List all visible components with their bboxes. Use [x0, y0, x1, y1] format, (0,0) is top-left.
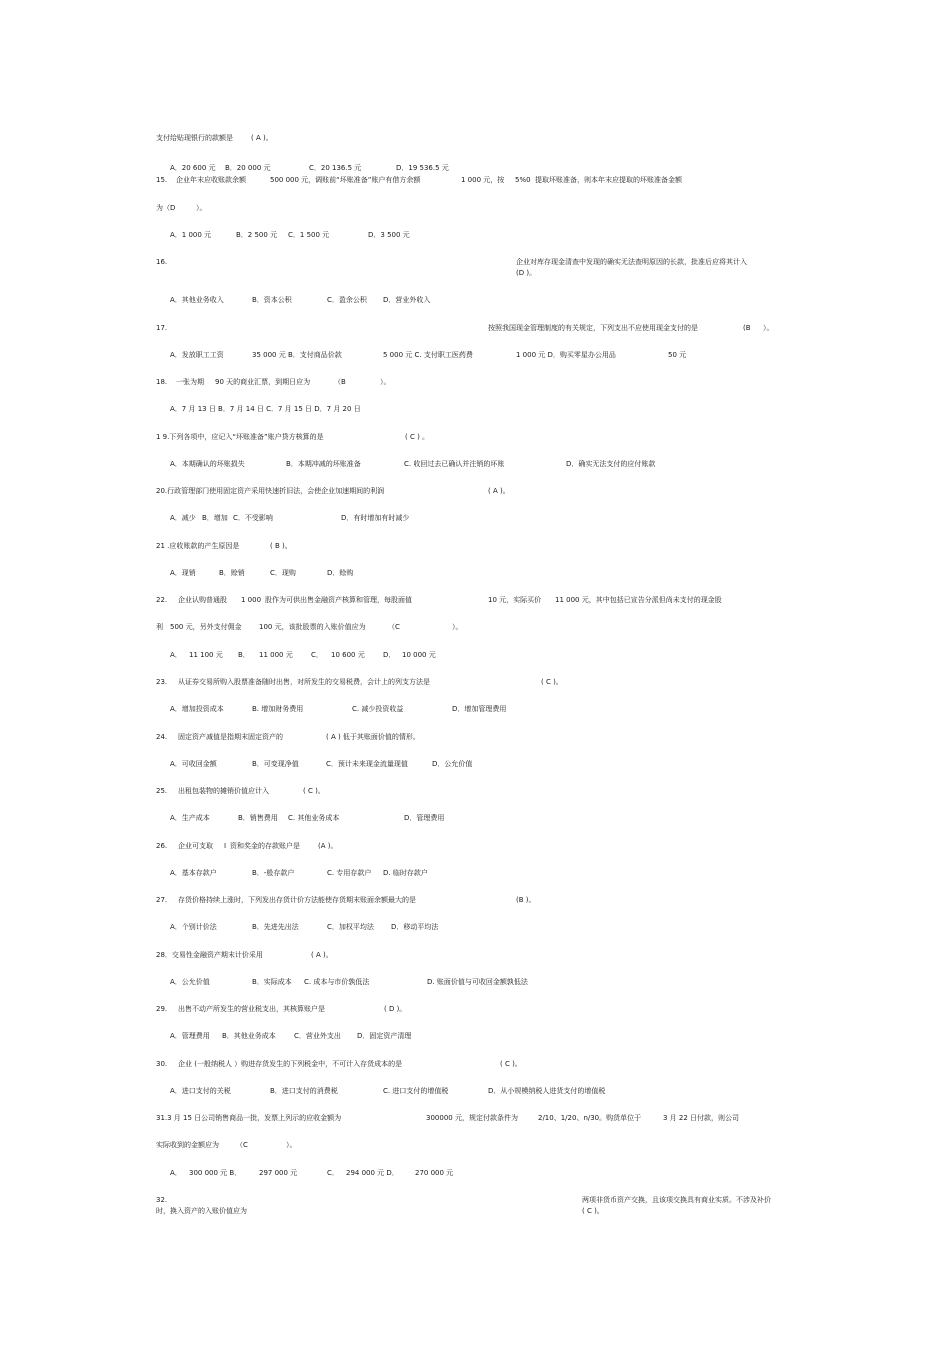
document-page: 支付给贴现银行的款额是 ( A )。 A．20 600 元 B．20 000 元 C．20 136.5 元 D．19 536.5 元 15. 企业年末应收账款余额 500 000 元，调账前“坏账准备”账户有借方余额 1 000 元，按 5%0 提取坏账准备，则本年末应提取的坏账准备金额 为（D ）。 A．1 000 元 B．2 500 元 C．1 500 元 D．3 500 元 16. 企业对库存现金清查中发现的确实无法查明原因的长款，批准后应将其计入 (D )。 A．其他业务收入 B．资本公积 C．盈余公积 D．营业外收入 17. 按照我国现金管理制度的有关规定，下列支出不应使用现金支付的是 (B ）。 A．发放职工工资 35 000 元 B．支付商品价款 5 000 元 C. 支付职工医药费 1 000 元 D．购买零星办公用品 50 元 18. 一张为期 90 天的商业汇票，到期日应为 （B ）。 A．7 月 13 日 B．7 月 14 日 C．7 月 15 日 D．7 月 20 日 1 9.下列各项中，应记入“坏账准备”账户贷方核算的是 ( C ) 。 A．本期确认的坏账损失 B．本期冲减的坏账准备 C. 收回过去已确认并注销的坏账 D．确实无法支付的应付账款 20.行政管理部门使用固定资产采用快速折旧法，会使企业加速期间的利润 ( A )。 A．减少 B．增加 C．不受影响 D．有时增加有时减少 21 .应收账款的产生原因是 ( B )。 A．现销 B．赊销 C．现购 D．赊购 22. 企业认购普通股 1 000 股作为可供出售金融资产核算和管理，每股面值 10 元，实际买价 11 000 元，其中包括已宣告分派但尚未支付的现金股 利 500 元，另外支付佣金 100 元，该批股票的入账价值应为 （C ）。 A． 11 100 元 B． 11 000 元 C． 10 600 元 D． 10 000 元 23. 从证券交易所购入股票准备随时出售，对所发生的交易税费，会计上的列支方法是 ( C )。 A．增加投资成本 B. 增加财务费用 C. 减少投资收益 D．增加管理费用 24. 固定资产减值是指期末固定资产的 ( A ) 低于其账面价值的情形。 A．可收回金额 B．可变现净值 C．预计未来现金流量现值 D．公允价值 25. 出租包装物的摊销价值应计入 ( C )。 A．生产成本 B．销售费用 C. 其他业务成本 D．管理费用 26. 企业可支取 I 资和奖金的存款账户是 (A )。 A．基本存款户 B．-般存款户 C. 专用存款户 D. 临时存款户 27. 存货价格持续上涨时，下列发出存货计价方法能使存货期末账面余额最大的是 (B )。 A．个别计价法 B．先进先出法 C．加权平均法 D．移动平均法 28．交易性金融资产期末计价采用 ( A )。 A．公允价值 B．实际成本 C. 成本与市价孰低法 D. 账面价值与可收回金额孰低法 29. 出售不动产所发生的营业税支出，其核算账户是 ( D )。 A．管理费用 B．其他业务成本 C．营业外支出 D．固定资产清理 30. 企业 (一般纳税人 ）购进存货发生的下列税金中，不可计入存货成本的是 ( C )。 A．进口支付的关税 B．进口支付的消费税 C. 进口支付的增值税 D．从小规模纳税人进货支付的增值税 31.3 月 15 日公司销售商品一批，发票上列示的应收金额为 300000 元，规定付款条件为 2/10、1/20、n/30。购货单位于 3 月 22 日付款，则公司 实际收到的金额应为 （C ）。 A． 300 000 元 B． 297 000 元 C． 294 000 元 D． 270 000 元 32. 两项非货币资产交换，且该项交换具有商业实质。不涉及补价 时，换入资产的入账价值应为 ( C )。 [156, 134, 774, 1215]
